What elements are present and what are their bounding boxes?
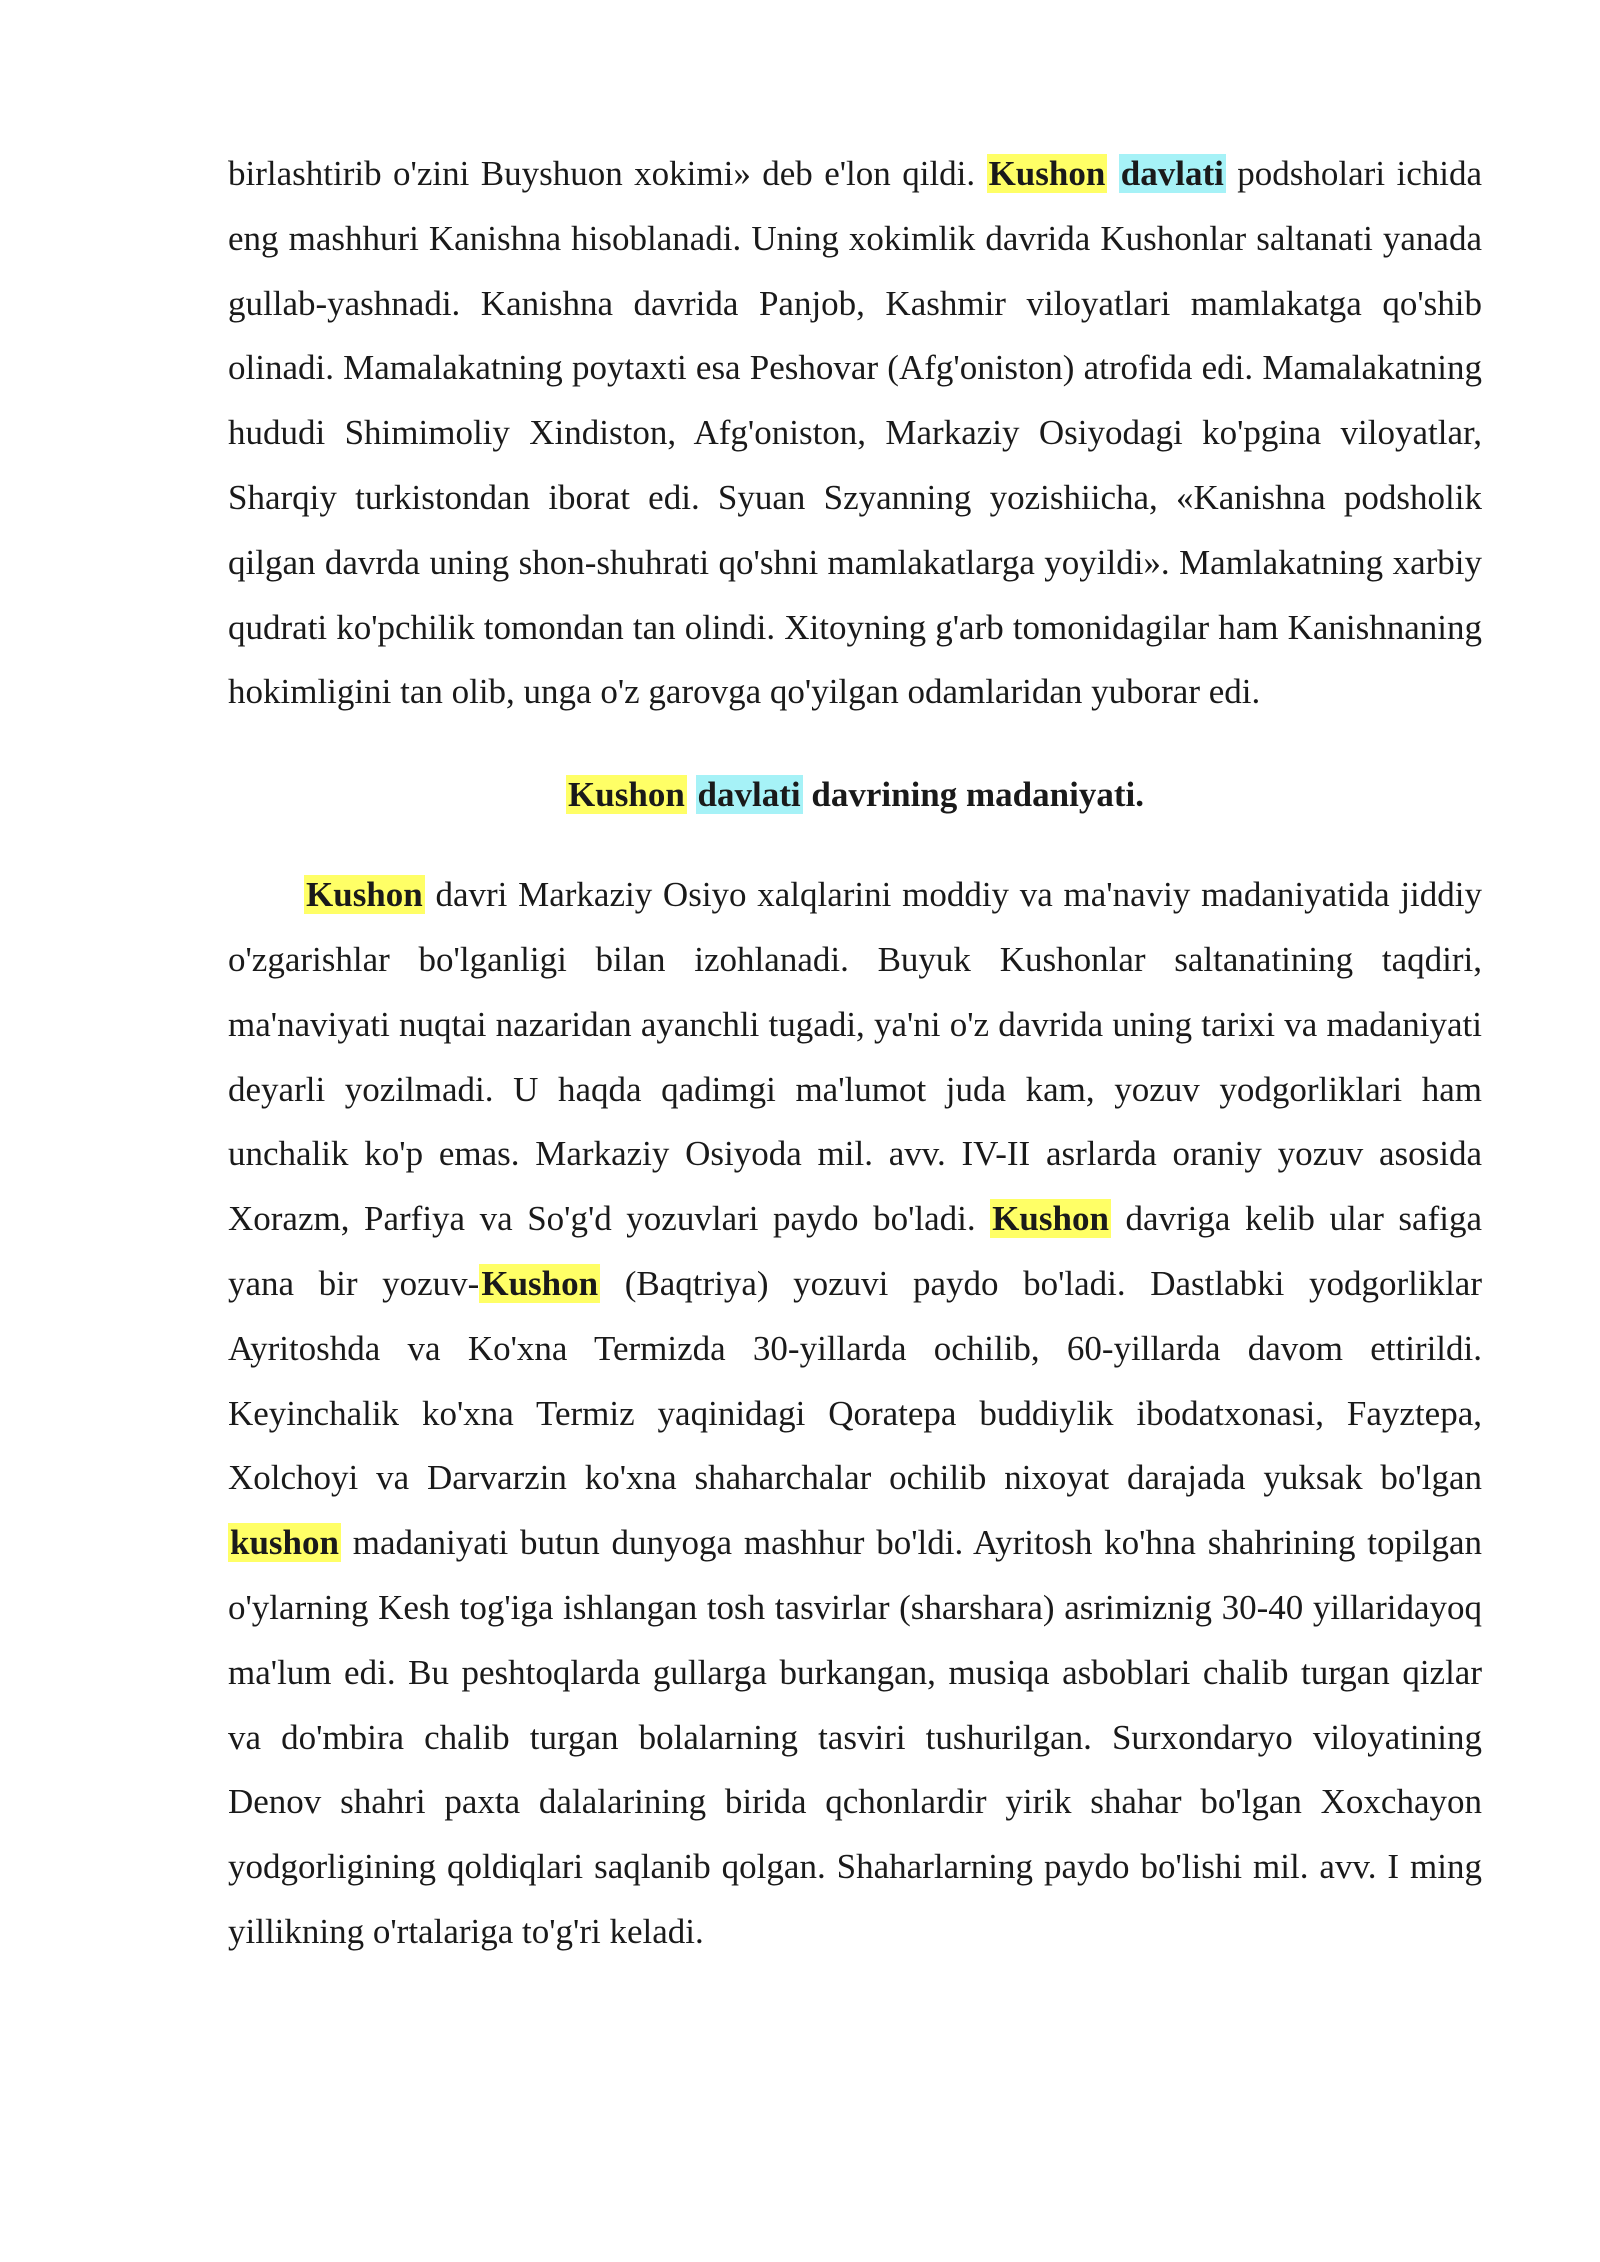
highlighted-term: davlati [1120,154,1224,193]
document-body [228,142,1482,1965]
highlighted-term: davlati [697,775,801,815]
highlighted-term: Kushon [306,875,423,915]
highlighted-term: Kushon [568,775,685,815]
highlighted-term: Kushon [481,1263,599,1303]
paragraph-kanishna: birlashtirib o'zini Buyshuon xokimi» deb e'lon qildi. Kushon davlati podsholari ichida eng mashhuri Kanishna hisoblanadi. Uning xokimlik davrida Kushonlar saltanati yanada gullab-yashnadi. Kanishna davrida Panjob, Kashmir viloyatlari mamlakatga qo'shib olinadi. Mamalakatning poytaxti esa Peshovar (Afg'oniston) atrofida edi. Mamalakatning hududi Shimimoliy Xindiston, Afg'oniston, Markaziy Osiyodagi ko'pgina viloyatlar, Sharqiy turkistondan iborat edi. Syuan Szyanning yozishiicha, «Kanishna podsholik qilgan davrda uning shon-shuhrati qo'shni mamlakatlarga yoyildi». Mamlakatning xarbiy qudrati ko'pchilik tomondan tan olindi. Xitoyning g'arb tomonidagilar ham Kanishnaning hokimligini tan olib, unga o'z garovga qo'yilgan odamlaridan yuborar edi. [228,154,1482,712]
highlighted-term: kushon [230,1523,339,1563]
highlighted-term: Kushon [992,1199,1109,1239]
paragraph-culture: Kushon davri Markaziy Osiyo xalqlarini moddiy va ma'naviy madaniyatida jiddiy o'zgarishlar bo'lganligi bilan izohlanadi. Buyuk Kushonlar saltanatining taqdiri, ma'naviyati nuqtai nazaridan ayanchli tugadi, ya'ni o'z davrida uning tarixi va madaniyati deyarli yozilmadi. U haqda qadimgi ma'lumot juda kam, yozuv yodgorliklari ham unchalik ko'p emas. Markaziy Osiyoda mil. avv. IV-II asrlarda oraniy yozuv asosida Xorazm, Parfiya va So'g'd yozuvlari paydo bo'ladi. Kushon davriga kelib ular safiga yana bir yozuv-Kushon (Baqtriya) yozuvi paydo bo'ladi. Dastlabki yodgorliklar Ayritoshda va Ko'xna Termizda 30-yillarda ochilib, 60-yillarda davom ettirildi. Keyinchalik ko'xna Termiz yaqinidagi Qoratepa buddiylik ibodatxonasi, Fayztepa, Xolchoyi va Darvarzin ko'xna shaharchalar ochilib nixoyat darajada yuksak bo'lgan kushon madaniyati butun dunyoga mashhur bo'ldi. Ayritosh ko'hna shahrining topilgan o'ylarning Kesh tog'iga ishlangan tosh tasvirlar (sharshara) asrimiznig 30-40 yillaridayoq ma'lum edi. Bu peshtoqlarda gullarga burkangan, musiqa asboblari chalib turgan qizlar va do'mbira chalib turgan bolalarning tasviri tushurilgan. Surxondaryo viloyatining Denov shahri paxta dalalarining birida qchonlardir yirik shahar bo'lgan Xoxchayon yodgorligining qoldiqlari saqlanib qolgan. Shaharlarning paydo bo'lishi mil. avv. I ming yillikning o'rtalariga to'g'ri keladi. [228,875,1482,1951]
section-heading: Kushon davlati davrining madaniyati. [568,775,1144,815]
highlighted-term: Kushon [988,154,1106,193]
